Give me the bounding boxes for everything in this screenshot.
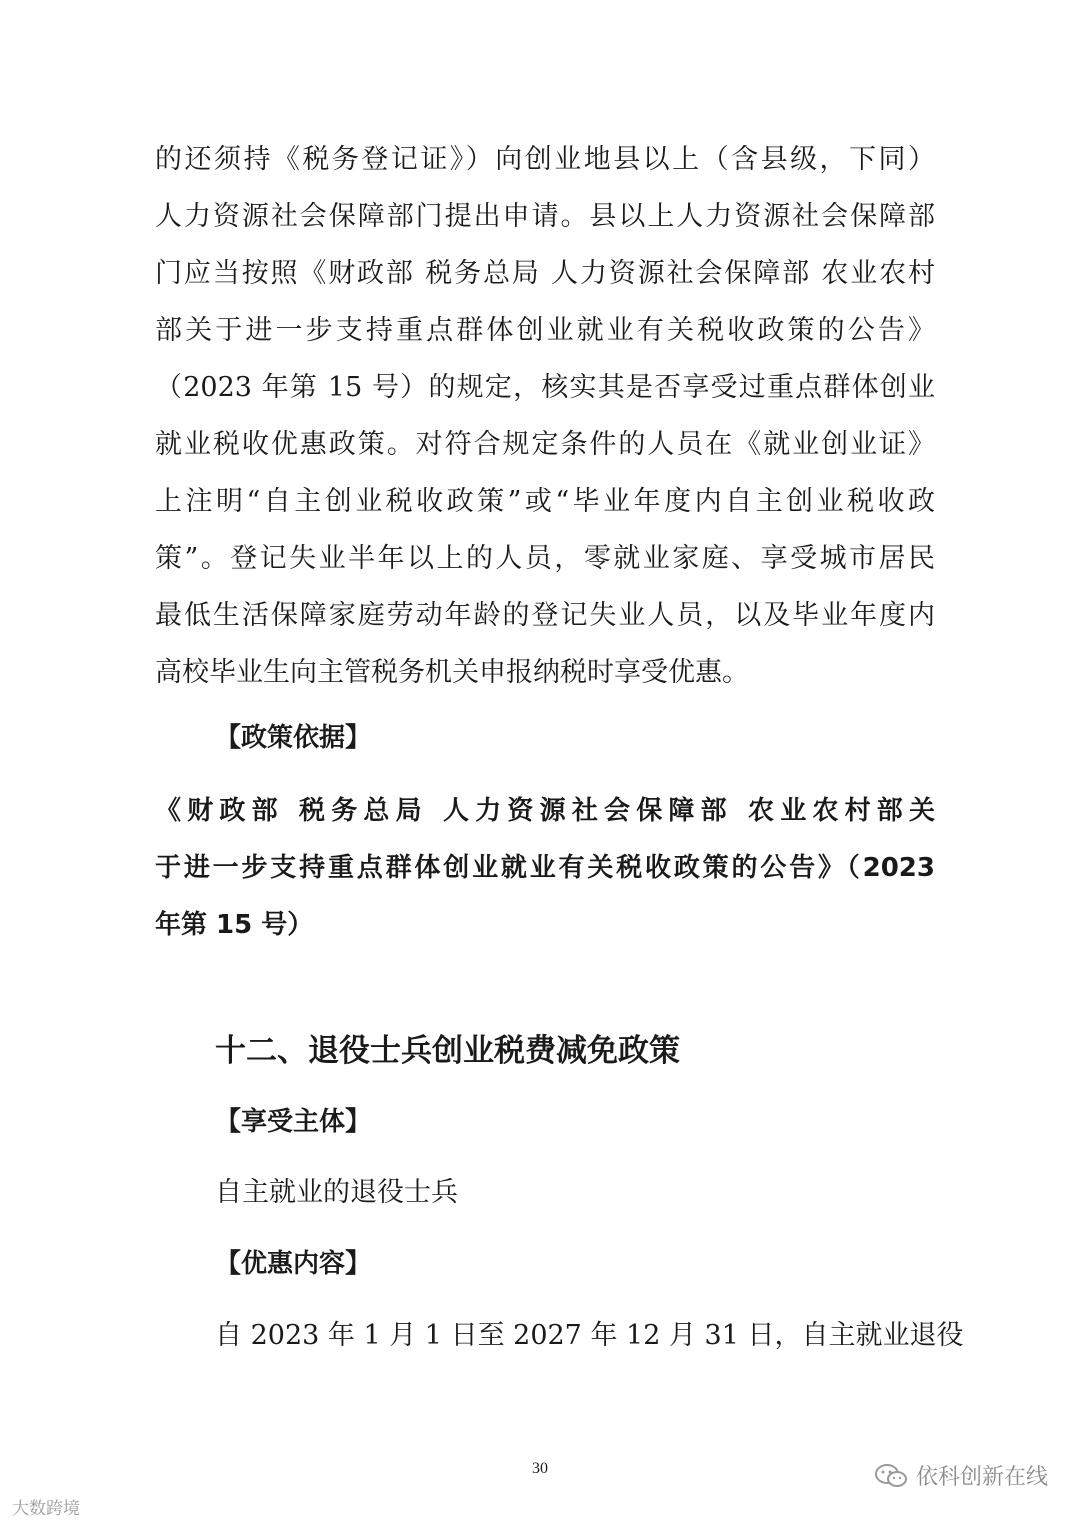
beneficiary-label: 【享受主体】 bbox=[215, 1107, 372, 1137]
paragraph-line: 最低生活保障家庭劳动年龄的登记失业人员，以及毕业年度内 bbox=[155, 600, 935, 631]
paragraph-line: 就业税收优惠政策。对符合规定条件的人员在《就业创业证》 bbox=[155, 429, 935, 460]
paragraph-line: 上注明“自主创业税收政策”或“毕业年度内自主创业税收政 bbox=[155, 486, 935, 517]
paragraph-line: 部关于进一步支持重点群体创业就业有关税收政策的公告》 bbox=[155, 315, 935, 346]
paragraph-line: 的还须持《税务登记证》）向创业地县以上（含县级，下同） bbox=[155, 144, 935, 175]
watermark-right bbox=[874, 1460, 1048, 1491]
policy-basis-label: 【政策依据】 bbox=[215, 723, 372, 753]
paragraph-line: 门应当按照《财政部 税务总局 人力资源社会保障部 农业农村 bbox=[155, 258, 935, 289]
beneficiary-text: 自主就业的退役士兵 bbox=[215, 1177, 458, 1208]
wechat-icon bbox=[874, 1463, 910, 1489]
policy-basis-line: 《财政部 税务总局 人力资源社会保障部 农业农村部关 bbox=[155, 796, 935, 826]
watermark-right-text: 依科创新在线 bbox=[915, 1465, 1048, 1490]
paragraph-line: （2023 年第 15 号）的规定，核实其是否享受过重点群体创业 bbox=[155, 372, 935, 403]
paragraph-line: 人力资源社会保障部门提出申请。县以上人力资源社会保障部 bbox=[155, 201, 935, 232]
page-number: 30 bbox=[532, 1460, 548, 1477]
watermark-left: 大数跨境 bbox=[12, 1499, 80, 1519]
paragraph-line: 策”。登记失业半年以上的人员，零就业家庭、享受城市居民 bbox=[155, 543, 935, 574]
policy-basis-line: 于进一步支持重点群体创业就业有关税收政策的公告》（2023 bbox=[155, 853, 935, 883]
benefit-text: 自 2023 年 1 月 1 日至 2027 年 12 月 31 日，自主就业退役 bbox=[215, 1320, 964, 1351]
policy-basis-line: 年第 15 号） bbox=[155, 910, 314, 940]
paragraph-line: 高校毕业生向主管税务机关申报纳税时享受优惠。 bbox=[155, 657, 749, 688]
benefit-label: 【优惠内容】 bbox=[215, 1249, 372, 1279]
section-heading: 十二、退役士兵创业税费减免政策 bbox=[215, 1033, 680, 1069]
